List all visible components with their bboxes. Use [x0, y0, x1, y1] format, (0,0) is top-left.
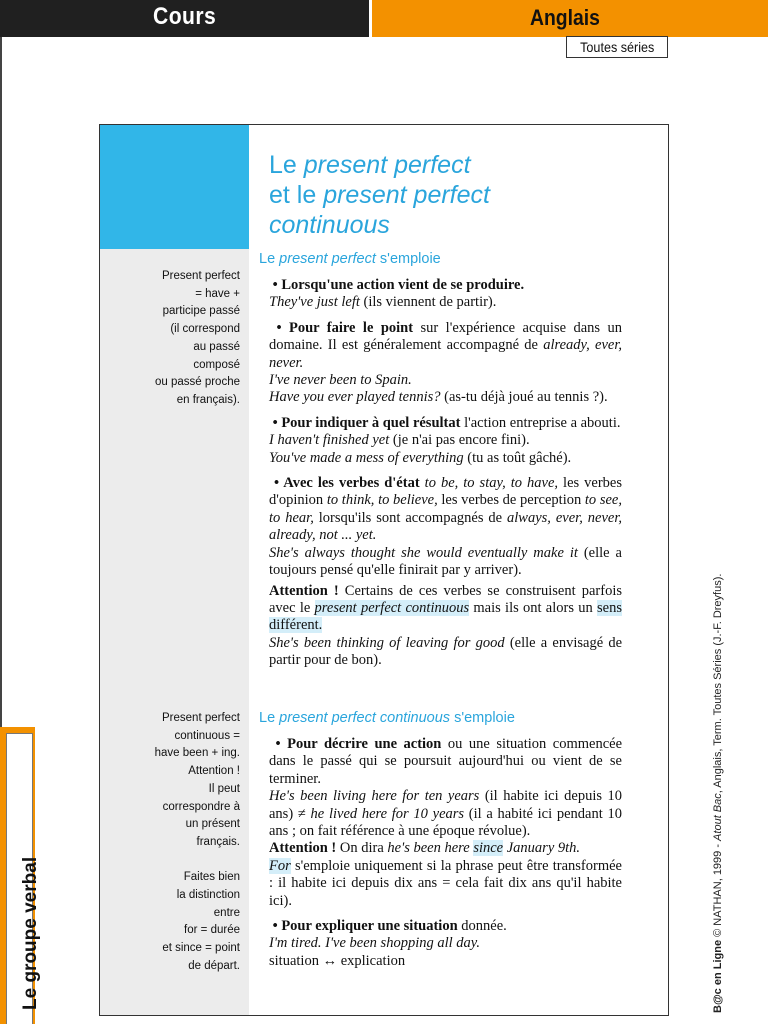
text: l'action entreprise a abouti. — [460, 414, 621, 431]
attention-label: Attention ! — [269, 582, 339, 599]
example: Have you ever played tennis? — [269, 389, 441, 406]
note-line: un présent — [185, 818, 240, 831]
translation: (je n'ai pas encore fini). — [389, 432, 530, 449]
note-line: Faites bien — [183, 871, 240, 884]
heading-part: Le — [259, 710, 280, 726]
header-subject-label: Anglais — [530, 5, 600, 30]
note-line: participe passé — [162, 305, 240, 318]
example: I'm tired. I've been shopping all day. — [269, 935, 481, 952]
translation: (elle a toujours pensé qu'elle finirait par y arriver). — [269, 544, 622, 579]
note-line: correspondre à — [162, 800, 240, 813]
heading-part: s'emploie — [375, 251, 441, 267]
text: les verbes de perception — [437, 492, 585, 509]
note-line: have been + ing. — [154, 747, 240, 760]
section-heading-present-perfect — [259, 251, 441, 267]
note-line: et since = point — [162, 942, 240, 955]
bold-lead: • Pour décrire une action — [275, 736, 442, 752]
attention-label: Attention ! — [269, 840, 337, 857]
highlighted-term: since — [473, 840, 504, 857]
note-line: Il peut — [208, 782, 240, 795]
note-spacer — [100, 852, 240, 870]
bold-lead: • Lorsqu'une action vient de se produire. — [272, 277, 525, 293]
example: I've never been to Spain. — [269, 372, 412, 389]
example: he's been here — [387, 840, 474, 857]
brand-name: B@c en Ligne — [712, 939, 724, 1013]
paragraph-result — [269, 415, 622, 467]
copyright-credit — [712, 574, 724, 1013]
note-line: en français). — [176, 393, 240, 406]
text: situation ↔ explication — [269, 952, 406, 969]
note-line: la distinction — [176, 889, 240, 902]
note-line: continuous = — [174, 729, 240, 742]
title-part: et le — [269, 181, 324, 209]
example: to think, to believe, — [326, 492, 438, 509]
bold-lead: • Pour expliquer une situation — [272, 918, 458, 935]
note-line: français. — [196, 835, 240, 848]
translation: (elle a envisagé de partir pour de bon). — [269, 634, 623, 669]
margin-note-continuous — [100, 710, 240, 976]
translation: (ils viennent de partir). — [359, 294, 497, 311]
text: lorsqu'ils sont accompagnés de — [313, 509, 508, 526]
section2-body — [269, 736, 622, 970]
paragraph-explain-situation — [269, 918, 622, 970]
bold-lead: • Avec les verbes d'état — [274, 475, 420, 492]
note-line: Present perfect — [162, 712, 240, 724]
example: They've just left — [269, 294, 360, 311]
paragraph-attention-2 — [269, 840, 622, 910]
highlighted-term: sens différent. — [269, 599, 622, 634]
example: to see, to hear, — [269, 492, 622, 526]
example: already, ever, never. — [269, 337, 622, 371]
text: donnée. — [457, 918, 507, 935]
margin-note-present-perfect — [100, 268, 240, 410]
heading-part: present perfect — [279, 251, 376, 267]
section1-body — [269, 277, 622, 670]
title-part: Le — [269, 151, 304, 179]
header-right-bar — [372, 0, 768, 37]
translation: (as-tu déjà joué au tennis ?). — [440, 389, 608, 406]
example: January 9th. — [503, 840, 581, 857]
title-part: continuous — [269, 211, 390, 239]
highlighted-term: For — [269, 857, 291, 874]
paragraph-state-verbs — [269, 475, 622, 579]
note-line: for = durée — [184, 924, 240, 937]
paragraph-ongoing-action — [269, 736, 622, 840]
bold-lead: • Pour indiquer à quel résultat — [272, 414, 461, 431]
page-title — [269, 150, 490, 240]
text: On dira — [336, 840, 388, 857]
series-text: Toutes séries — [579, 39, 655, 55]
example: She's been thinking of leaving for good — [269, 634, 505, 651]
text: sur l'expérience acquise dans un domaine. Il est généralement accompagné de — [269, 319, 623, 354]
section-heading-continuous — [259, 710, 515, 726]
title-part: present perfect — [323, 181, 490, 209]
title-part: present perfect — [303, 151, 471, 179]
note-line: composé — [193, 358, 240, 371]
note-line: Present perfect — [162, 270, 240, 282]
heading-part: Le — [259, 251, 280, 267]
example: always, ever, never, already, not ... yet. — [269, 509, 622, 544]
text: s'emploie uniquement si la phrase peut être transformée : il habite ici depuis dix ans = cela fait dix ans qu'il habite ici). — [269, 857, 622, 909]
highlighted-term: present perfect continuous — [314, 599, 470, 616]
header-left-bar — [0, 0, 369, 37]
credit-rest: , Anglais, Term. Toutes Séries (J.-F. Dreyfus). — [712, 573, 724, 794]
heading-part: present perfect continuous — [279, 710, 451, 726]
left-border-line — [0, 37, 2, 727]
translation: (il habite ici depuis 10 ans) ≠ — [269, 788, 622, 822]
copyright-text: © NATHAN, 1999 - — [712, 840, 724, 940]
note-line: ou passé proche — [154, 376, 240, 389]
text: Certains de ces verbes se construisent parfois avec le — [269, 582, 622, 616]
example: You've made a mess of everything — [269, 449, 464, 466]
text: ou une situation commencée dans le passé qui se poursuit aujourd'hui ou vient de se terminer. — [269, 736, 623, 787]
heading-part: s'emploie — [450, 710, 515, 726]
example: to be, to stay, to have, — [419, 475, 559, 492]
translation: (il a habité ici pendant 10 ans ; on fait référence à une époque révolue). — [269, 805, 622, 840]
note-line: au passé — [193, 340, 240, 353]
paragraph-attention-1 — [269, 583, 622, 670]
side-tab-label: Le groupe verbal — [20, 856, 41, 1010]
translation: (tu as toût gâché). — [463, 449, 572, 466]
example: I haven't finished yet — [269, 432, 390, 449]
example: She's always thought she would eventually make it — [269, 544, 578, 561]
note-line: (il correspond — [170, 323, 240, 336]
example: He's been living here for ten years — [269, 788, 480, 805]
note-line: Attention ! — [188, 765, 240, 778]
text: mais ils ont alors un — [469, 599, 598, 616]
header-cours-label: Cours — [153, 3, 217, 30]
note-line: de départ. — [188, 959, 240, 972]
note-line: = have + — [195, 287, 240, 300]
book-title: Atout Bac — [712, 793, 724, 841]
example: he lived here for 10 years — [310, 805, 465, 822]
paragraph-experience — [269, 320, 622, 407]
paragraph-recent-action — [269, 277, 622, 312]
text: les verbes d'opinion — [269, 475, 623, 509]
series-badge — [566, 36, 668, 58]
bold-lead: • Pour faire le point — [276, 319, 414, 336]
note-line: entre — [213, 906, 240, 919]
